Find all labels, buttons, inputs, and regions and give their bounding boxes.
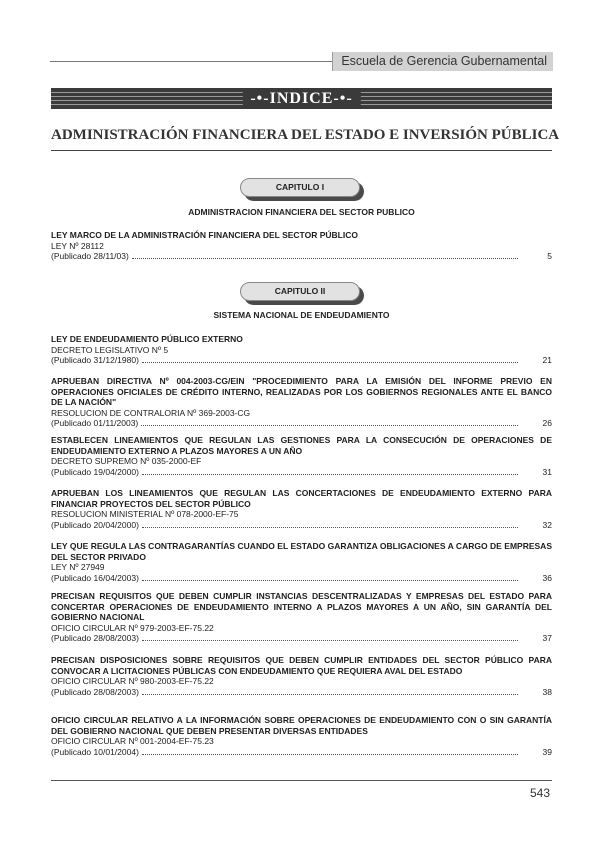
entry-subtitle: DECRETO LEGISLATIVO Nº 5 xyxy=(51,344,169,355)
entry-subtitle: RESOLUCION MINISTERIAL Nº 078-2000-EF-75 xyxy=(51,509,239,519)
entry-page: 39 xyxy=(542,746,552,757)
chapter-badge xyxy=(240,178,360,197)
header-school: Escuela de Gerencia Gubernamental xyxy=(341,54,547,68)
entry-page: 26 xyxy=(542,418,552,428)
entry-title: LEY QUE REGULA LAS CONTRAGARANTÍAS CUANDO EL ESTADO GARANTIZA OBLIGACIONES A CARGO DE EMPRESAS DEL SECTOR PRIVADO xyxy=(51,541,552,562)
entry-page: 38 xyxy=(542,686,552,697)
entry-date: (Publicado 28/08/2003) xyxy=(51,686,139,697)
entry-subtitle: OFICIO CIRCULAR Nº 979-2003-EF-75.22 xyxy=(51,622,214,633)
page-number: 543 xyxy=(529,786,550,800)
section-title: ADMINISTRACION FINANCIERA DEL SECTOR PUBLICO xyxy=(188,207,415,217)
entry-page: 32 xyxy=(542,519,552,530)
toc-entry[interactable] xyxy=(51,230,552,262)
entry-page: 31 xyxy=(542,466,552,477)
entry-date: (Publicado 01/11/2003) xyxy=(51,418,139,428)
toc-entry[interactable] xyxy=(51,488,552,530)
header-box xyxy=(332,52,553,71)
entry-title: LEY MARCO DE LA ADMINISTRACIÓN FINANCIERA DEL SECTOR PÚBLICO xyxy=(51,230,358,240)
chapter-label: CAPITULO I xyxy=(240,178,360,197)
dot-leader xyxy=(141,424,518,426)
entry-title: LEY DE ENDEUDAMIENTO PÚBLICO EXTERNO xyxy=(51,334,243,344)
chapter-label: CAPITULO II xyxy=(240,282,360,301)
entry-title: ESTABLECEN LINEAMIENTOS QUE REGULAN LAS GESTIONES PARA LA CONSECUCIÓN DE OPERACIONES DE ENDEUDAMIENTO EXTERNO A PLAZOS MAYORES A UN AÑO xyxy=(51,435,552,456)
dot-leader xyxy=(142,473,518,475)
dot-leader xyxy=(142,526,518,528)
dot-leader xyxy=(142,693,518,695)
dot-leader xyxy=(142,579,518,581)
index-banner xyxy=(51,88,552,109)
entry-date: (Publicado 31/12/1980) xyxy=(51,355,139,365)
dot-leader xyxy=(142,639,518,641)
entry-title: OFICIO CIRCULAR RELATIVO A LA INFORMACIÓN SOBRE OPERACIONES DE ENDEUDAMIENTO CON O SIN GARANTÍA DEL GOBIERNO NACIONAL QUE DEBEN PRESENTAR DIVERSAS ENTIDADES xyxy=(51,715,552,736)
entry-page: 5 xyxy=(547,251,552,261)
chapter-badge xyxy=(240,282,360,301)
section-title: SISTEMA NACIONAL DE ENDEUDAMIENTO xyxy=(213,310,390,320)
title-rule xyxy=(51,150,552,151)
entry-subtitle: RESOLUCION DE CONTRALORIA Nº 369-2003-CG xyxy=(51,407,251,418)
entry-subtitle: DECRETO SUPREMO Nº 035-2000-EF xyxy=(51,456,202,466)
entry-subtitle: OFICIO CIRCULAR Nº 980-2003-EF-75.22 xyxy=(51,676,214,686)
entry-subtitle: LEY Nº 27949 xyxy=(51,562,105,572)
entry-date: (Publicado 28/11/03) xyxy=(51,251,129,261)
entry-subtitle: LEY Nº 28112 xyxy=(51,240,104,251)
entry-title: APRUEBAN DIRECTIVA Nº 004-2003-CG/EIN "PROCEDIMIENTO PARA LA EMISIÓN DEL INFORME PREVIO EN OPERACIONES OFICIALES DE CRÉDITO INTERNO, REALIZADAS POR LOS GOBIERNOS REGIONALES ANTE EL BANCO DE LA NACIÓN" xyxy=(51,376,552,407)
toc-entry[interactable] xyxy=(51,715,552,757)
entry-title: PRECISAN REQUISITOS QUE DEBEN CUMPLIR INSTANCIAS DESCENTRALIZADAS Y EMPRESAS DEL ESTADO PARA CONCERTAR OPERACIONES DE ENDEUDAMIENTO INTERNO A PLAZOS MAYORES A UN AÑO, SIN GARANTÍA DEL GOBIERNO NACIONAL xyxy=(51,591,552,622)
toc-entry[interactable] xyxy=(51,376,552,429)
entry-page: 37 xyxy=(542,633,552,643)
entry-subtitle: OFICIO CIRCULAR Nº 001-2004-EF-75.23 xyxy=(51,736,214,746)
entry-title: PRECISAN DISPOSICIONES SOBRE REQUISITOS QUE DEBEN CUMPLIR ENTIDADES DEL SECTOR PÚBLICO PARA CONVOCAR A LICITACIONES PÚBLICAS CON ENDEUDAMIENTO QUE REQUIERA AVAL DEL ESTADO xyxy=(51,655,552,676)
toc-entry[interactable] xyxy=(51,655,552,697)
main-title: ADMINISTRACIÓN FINANCIERA DEL ESTADO E INVERSIÓN PÚBLICA xyxy=(51,127,560,143)
entry-date: (Publicado 19/04/2000) xyxy=(51,466,139,477)
entry-page: 21 xyxy=(542,355,552,365)
entry-date: (Publicado 28/08/2003) xyxy=(51,633,139,643)
entry-date: (Publicado 16/04/2003) xyxy=(51,572,139,583)
toc-entry[interactable] xyxy=(51,541,552,583)
footer-rule xyxy=(51,780,552,781)
entry-date: (Publicado 10/01/2004) xyxy=(51,746,139,757)
dot-leader xyxy=(132,257,518,259)
toc-entry[interactable] xyxy=(51,591,552,644)
entry-date: (Publicado 20/04/2000) xyxy=(51,519,139,530)
dot-leader xyxy=(142,361,518,363)
dot-leader xyxy=(142,753,518,755)
entry-title: APRUEBAN LOS LINEAMIENTOS QUE REGULAN LAS CONCERTACIONES DE ENDEUDAMIENTO EXTERNO PARA FINANCIAR PROYECTOS DEL SECTOR PÚBLICO xyxy=(51,488,552,509)
index-label: -•-INDICE-•- xyxy=(242,88,360,109)
entry-page: 36 xyxy=(542,572,552,583)
toc-entry[interactable] xyxy=(51,334,552,366)
toc-entry[interactable] xyxy=(51,435,552,477)
header-rule xyxy=(50,61,332,62)
